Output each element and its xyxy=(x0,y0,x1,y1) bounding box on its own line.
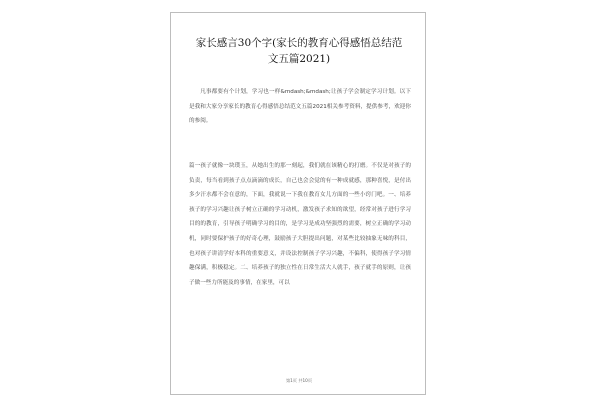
intro-paragraph: 凡事都要有个计划，学习也一样&mdash;&mdash;让孩子学会制定学习计划。以下是我和大家分享家长的教育心得感悟总结范文五篇2021相关参考资料，提供参考，欢迎你的参阅。 xyxy=(189,89,411,125)
body-paragraph: 篇一孩子就像一块璞玉，从她出生的那一刻起，我们就在该精心的打磨。不仅是对孩子的负责，每当看到孩子点点滴滴的成长，自己也会会觉的有一种成就感，那种喜悦，是付出多少汗水都不会在意的，下面，我就说一下我在教育女儿方面的一些小窍门吧。一、培养孩子的学习兴趣让孩子树立正确的学习动机，激发孩子求知的欲望，经常对孩子进行学习目的的教育，引导孩子明确学习的目的，是学习是成功坚强烈的需要，树立正确的学习动机，同时要保护孩子的好奇心理，鼓励孩子大胆提出问题，对某些比较抽象无味的科目，也对孩子讲清学好本科的重要意义，并设法控制孩子学习兴趣，不偏科，使得孩子学习情趣保满，积极稳定。二、培养孩子的独立性在日常生活大人就手，孩子就手的原则，让孩子做一些力所能及的事情，在家里，可以 xyxy=(189,163,411,286)
title-line-2: 文五篇2021) xyxy=(267,53,331,65)
page-number-footer: 第1页 共10页 xyxy=(285,378,313,383)
document-page xyxy=(170,12,426,395)
document-title xyxy=(171,35,427,67)
title-line-1: 家长感言30个字(家长的教育心得感悟总结范 xyxy=(195,37,403,49)
